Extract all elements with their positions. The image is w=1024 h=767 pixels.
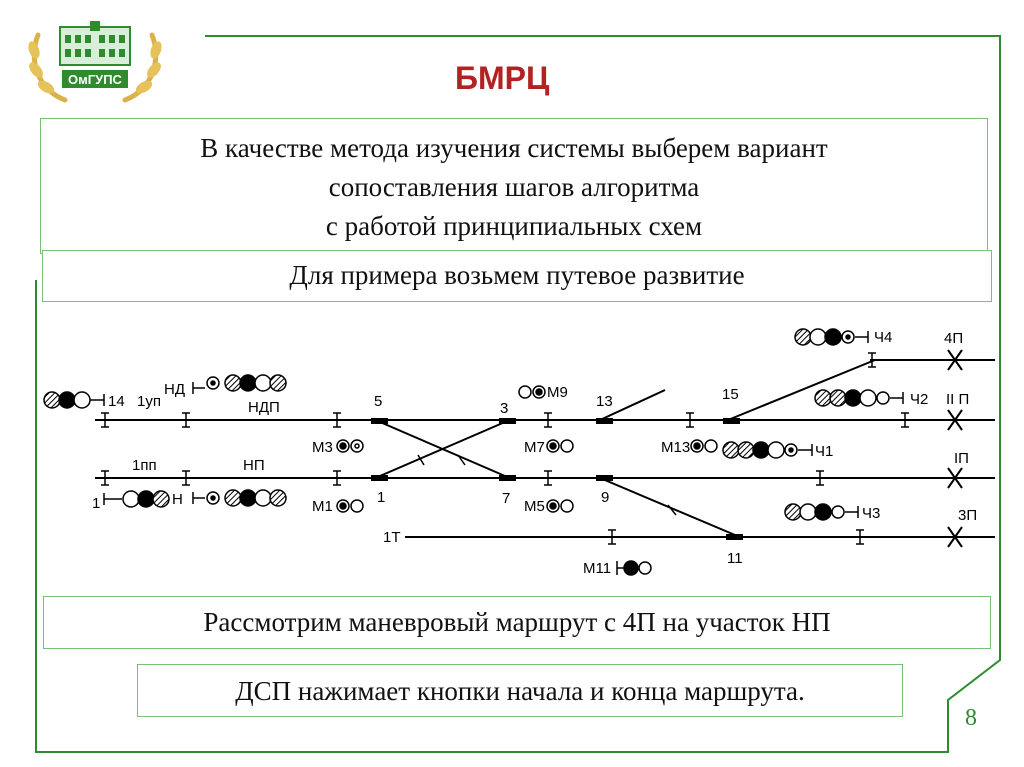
label-m11: M11: [583, 560, 612, 577]
label-m5: M5: [524, 498, 545, 515]
action-text: ДСП нажимает кнопки начала и конца маршрута.: [235, 676, 805, 706]
label-m1: M1: [312, 498, 333, 515]
label-ndp: НДП: [248, 399, 280, 416]
label-m3: M3: [312, 439, 333, 456]
label-1pp: 1пп: [132, 457, 157, 474]
label-ch3: Ч3: [862, 505, 881, 522]
label-switch-3: 3: [500, 400, 509, 417]
label-ch2: Ч2: [910, 391, 929, 408]
intro-line-1: В качестве метода изучения системы выберем вариант: [200, 133, 828, 163]
label-nd: НД: [164, 381, 185, 398]
label-m7: M7: [524, 439, 545, 456]
example-text: Для примера возьмем путевое развитие: [289, 260, 745, 290]
label-3p: 3П: [958, 507, 978, 524]
label-switch-11: 11: [727, 550, 743, 567]
branch-9-11: [600, 478, 735, 535]
label-14: 14: [108, 393, 125, 410]
intro-line-2: сопоставления шагов алгоритма: [328, 172, 700, 202]
label-n: Н: [172, 491, 183, 508]
route-text: Рассмотрим маневровый маршрут с 4П на участок НП: [203, 607, 831, 637]
label-ch4: Ч4: [874, 329, 893, 346]
label-1up: 1уп: [137, 393, 161, 410]
action-box: [137, 664, 903, 717]
label-switch-5: 5: [374, 393, 383, 410]
label-1t: 1Т: [383, 529, 401, 546]
label-4p: 4П: [944, 330, 964, 347]
page-number: 8: [965, 705, 977, 731]
slide-title: БМРЦ: [455, 60, 550, 96]
label-switch-13: 13: [596, 393, 613, 410]
intro-line-3: с работой принципиальных схем: [325, 211, 703, 241]
label-switch-1: 1: [377, 489, 386, 506]
label-switch-15: 15: [722, 386, 739, 403]
label-switch-9: 9: [601, 489, 610, 506]
label-switch-7: 7: [502, 490, 511, 507]
logo-text: ОмГУПС: [68, 72, 122, 87]
route-box: [43, 596, 991, 649]
label-1p: IП: [954, 450, 969, 467]
label-m9: M9: [547, 384, 568, 401]
label-1: 1: [92, 495, 101, 512]
label-ch1: Ч1: [815, 443, 834, 460]
label-m13: M13: [661, 439, 691, 456]
label-np: НП: [243, 457, 265, 474]
label-2p: II П: [946, 391, 970, 408]
